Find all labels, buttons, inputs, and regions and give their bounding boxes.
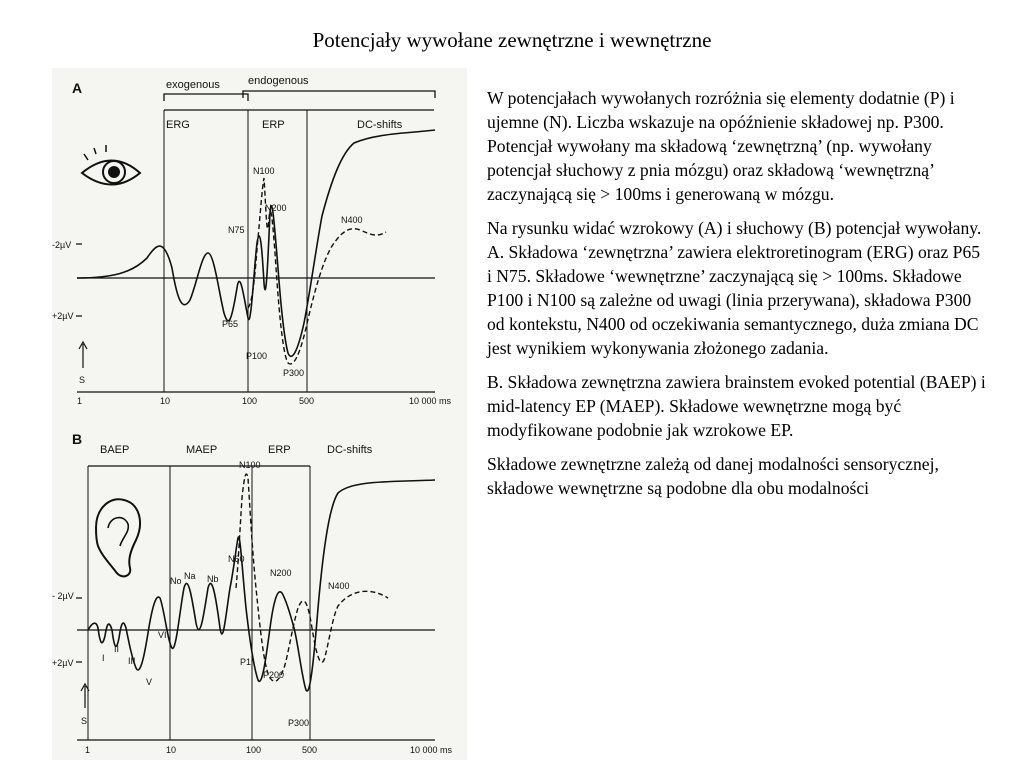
- slide-description: [487, 86, 987, 510]
- label-n60-b: N60: [228, 554, 245, 564]
- exogenous-bracket: [164, 94, 248, 101]
- panel-a: [52, 75, 452, 406]
- x-tick-500-b: 500: [302, 745, 318, 755]
- x-tick-1: 1: [77, 396, 83, 406]
- panel-b-dividers: [88, 466, 310, 740]
- s-axis-arrow-a: [79, 342, 87, 368]
- section-maep: MAEP: [186, 444, 218, 456]
- label-n100: N100: [253, 166, 275, 176]
- x-tick-10000: 10 000 ms: [409, 396, 452, 406]
- label-p200: P200: [263, 670, 285, 680]
- waveform-b-solid: [88, 480, 435, 691]
- waveform-a-solid: [77, 130, 435, 356]
- slide-title: Potencjały wywołane zewnętrzne i wewnętrzne: [312, 28, 712, 52]
- x-tick-10000-b: 10 000 ms: [410, 745, 453, 755]
- x-tick-500: 500: [299, 396, 315, 406]
- label-n400: N400: [341, 215, 363, 225]
- label-ii: II: [114, 644, 120, 654]
- label-nb: Nb: [207, 574, 219, 584]
- label-n100-b: N100: [239, 460, 261, 470]
- label-iii: III: [128, 656, 136, 666]
- label-n200: N200: [265, 203, 287, 213]
- ear-icon: [96, 499, 140, 576]
- exogenous-label: exogenous: [166, 79, 220, 91]
- x-tick-10-b: 10: [166, 745, 177, 755]
- label-n200-b: N200: [270, 568, 292, 578]
- section-erg: ERG: [166, 119, 190, 131]
- paragraph-1: W potencjałach wywołanych rozróżnia się elementy dodatnie (P) i ujemne (N). Liczba wskazuje na opóźnienie składowej np. P300. Potencjał wywołany ma składową ‘zewnętrzną’ (np. wywołany potencjał słuchowy z pnia mózgu) oraz składową ‘wewnętrzną’ zaczynającą się > 100ms i generowaną w mózgu.: [487, 88, 955, 204]
- panel-a-dividers: [164, 110, 307, 392]
- paragraph-2: Na rysunku widać wzrokowy (A) i słuchowy (B) potencjał wywołany. A. Składowa ‘zewnętrzna’ zawiera elektroretinogram (ERG) oraz P65 i N75. Składowe ‘wewnętrzne’ zaczynającą się > 100ms. Składowe P100 i N100 są zależne od uwagi (linia przerywana), składowa P300 od kontekstu, N400 od oczekiwania semantycznego, duża zmiana DC jest wynikiem wykonywania złożonego zadania.: [487, 218, 982, 358]
- paragraph-3: B. Składowa zewnętrzna zawiera brainstem evoked potential (BAEP) i mid-latency EP (MAEP). Składowe wewnętrzne mogą być modyfikowane podobnie jak wzrokowe EP.: [487, 372, 986, 440]
- paragraph-4: Składowe zewnętrzne zależą od danej modalności sensorycznej, składowe wewnętrzne są podobne dla obu modalności: [487, 454, 939, 498]
- waveform-b-dashed: [236, 474, 388, 681]
- endogenous-bracket: [243, 91, 435, 98]
- label-na: Na: [184, 571, 196, 581]
- eye-icon: [82, 145, 140, 185]
- section-erp: ERP: [262, 119, 285, 131]
- label-v: V: [146, 677, 153, 687]
- evoked-potentials-figure: [52, 68, 467, 760]
- x-tick-1-b: 1: [85, 745, 91, 755]
- x-tick-100: 100: [242, 396, 258, 406]
- label-p65: P65: [222, 319, 239, 329]
- y-neg-label: -2µV: [52, 240, 72, 250]
- endogenous-label: endogenous: [248, 75, 309, 87]
- label-n400-b: N400: [328, 581, 350, 591]
- y-pos-label: +2µV: [52, 311, 74, 321]
- label-vi: VI: [158, 630, 167, 640]
- label-p300-b: P300: [288, 718, 310, 728]
- label-no: No: [170, 576, 182, 586]
- s-axis-label-b: S: [81, 716, 88, 726]
- y-neg-label-b: - 2µV: [52, 591, 74, 601]
- y-pos-label-b: +2µV: [52, 658, 74, 668]
- panel-a-ytick: [76, 244, 82, 316]
- panel-b: [52, 431, 453, 755]
- label-p1: P1: [240, 657, 252, 667]
- label-n75: N75: [228, 225, 245, 235]
- label-p300: P300: [283, 368, 305, 378]
- section-dc-shifts: DC-shifts: [357, 119, 403, 131]
- section-erp-b: ERP: [268, 444, 291, 456]
- label-i: I: [102, 653, 105, 663]
- s-axis-label-a: S: [79, 375, 86, 385]
- x-tick-10: 10: [160, 396, 171, 406]
- label-p100: P100: [246, 351, 268, 361]
- panel-b-label: B: [72, 431, 83, 447]
- panel-a-label: A: [72, 80, 83, 96]
- section-baep: BAEP: [100, 444, 130, 456]
- section-dc-shifts-b: DC-shifts: [327, 444, 373, 456]
- figure-svg: [52, 68, 467, 760]
- x-tick-100-b: 100: [246, 745, 262, 755]
